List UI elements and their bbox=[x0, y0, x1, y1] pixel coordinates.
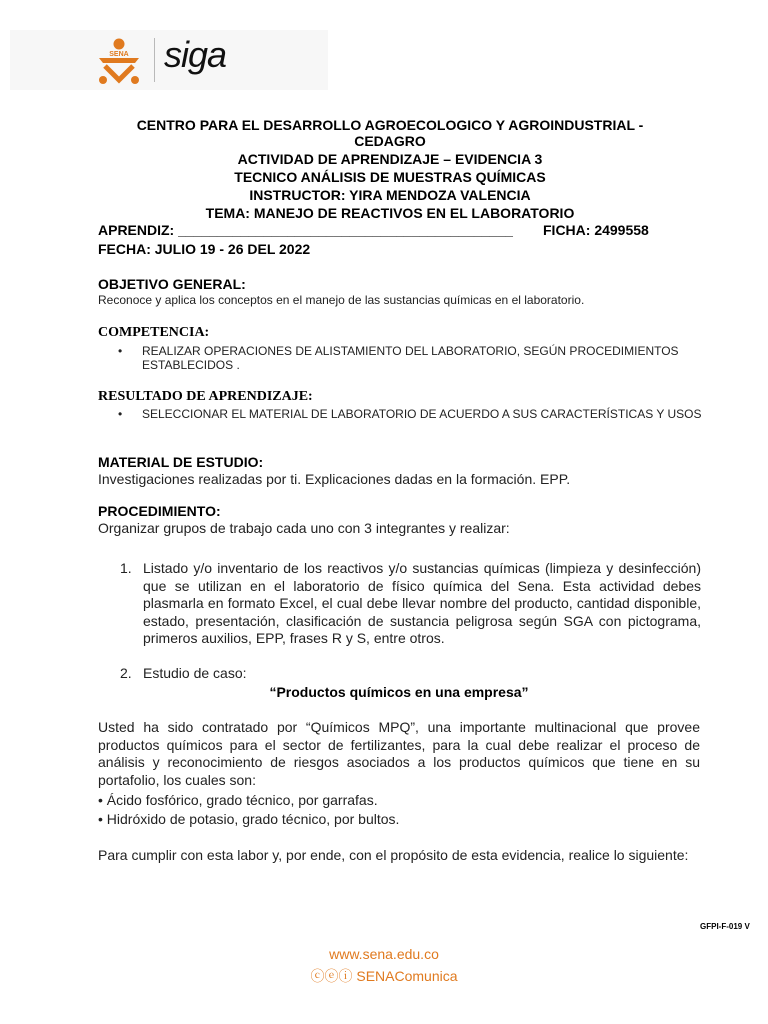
item-text: Estudio de caso: bbox=[143, 665, 247, 681]
item-number: 2. bbox=[120, 665, 132, 681]
competencia-text: REALIZAR OPERACIONES DE ALISTAMIENTO DEL LABORATORIO, SEGÚN PROCEDIMIENTOS ESTABLECIDOS . bbox=[142, 344, 679, 372]
header-line-6: TEMA: MANEJO DE REACTIVOS EN EL LABORATORIO bbox=[205, 205, 575, 221]
resultado-text: SELECCIONAR EL MATERIAL DE LABORATORIO DE ACUERDO A SUS CARACTERÍSTICAS Y USOS bbox=[142, 407, 702, 421]
competencia-title: COMPETENCIA: bbox=[98, 325, 210, 340]
objetivo-text: Reconoce y aplica los conceptos en el manejo de las sustancias químicas en el laboratorio. bbox=[98, 293, 585, 307]
case-bullet-2: • Hidróxido de potasio, grado técnico, por bultos. bbox=[98, 811, 400, 827]
sena-logo-icon bbox=[95, 36, 143, 90]
item-number: 1. bbox=[120, 560, 132, 576]
ficha-label: FICHA: 2499558 bbox=[543, 222, 649, 238]
header-line-1: CENTRO PARA EL DESARROLLO AGROECOLOGICO Y AGROINDUSTRIAL - bbox=[136, 117, 644, 133]
social-handle: SENAComunica bbox=[356, 968, 458, 984]
siga-wordmark: siga bbox=[164, 34, 227, 75]
form-code: GFPI-F-019 V bbox=[700, 922, 750, 931]
header-line-3: ACTIVIDAD DE APRENDIZAJE – EVIDENCIA 3 bbox=[237, 151, 543, 167]
resultado-title: RESULTADO DE APRENDIZAJE: bbox=[98, 389, 313, 404]
case-closing: Para cumplir con esta labor y, por ende, con el propósito de esta evidencia, realice lo siguiente: bbox=[98, 847, 689, 863]
footer-social bbox=[0, 966, 768, 986]
item-text: Listado y/o inventario de los reactivos y/o sustancias químicas (limpieza y desinfección) que se utilizan en el laboratorio de físico química del Sena. Esta actividad debes plasmarla en formato Excel, el cual debe llevar nombre del producto, cantidad disponible, estado, presentación, clasificación de sustancia peligrosa según SGA con pictograma, primeros auxilios, EPP, frases R y S, entre otros. bbox=[143, 560, 701, 646]
material-title: MATERIAL DE ESTUDIO: bbox=[98, 454, 264, 470]
procedimiento-title: PROCEDIMIENTO: bbox=[98, 503, 221, 519]
objetivo-title: OBJETIVO GENERAL: bbox=[98, 276, 246, 292]
footer-url: www.sena.edu.co bbox=[329, 946, 439, 962]
material-text: Investigaciones realizadas por ti. Explicaciones dadas en la formación. EPP. bbox=[98, 471, 571, 487]
bullet-icon: • bbox=[118, 344, 123, 358]
procedimiento-intro: Organizar grupos de trabajo cada uno con 3 integrantes y realizar: bbox=[98, 520, 510, 536]
header-line-5: INSTRUCTOR: YIRA MENDOZA VALENCIA bbox=[249, 187, 531, 203]
case-bullet-1: • Ácido fosfórico, grado técnico, por garrafas. bbox=[98, 792, 378, 808]
case-title: “Productos químicos en una empresa” bbox=[269, 684, 529, 700]
fecha-line: FECHA: JULIO 19 - 26 DEL 2022 bbox=[98, 241, 311, 257]
social-icons: ⓒⓔⓘ bbox=[310, 968, 353, 984]
sena-wordmark: SENA bbox=[109, 51, 129, 58]
case-paragraph: Usted ha sido contratado por “Químicos MPQ”, una importante multinacional que provee productos químicos para el sector de fertilizantes, para la cual debe realizar el proceso de análisis y reconocimiento de riesgos asociados a los productos químicos que tiene en su portafolio, los cuales son: bbox=[98, 719, 700, 788]
header-line-4: TECNICO ANÁLISIS DE MUESTRAS QUÍMICAS bbox=[234, 169, 546, 185]
header-line-2: CEDAGRO bbox=[354, 133, 426, 149]
logo-divider bbox=[154, 38, 155, 82]
bullet-icon: • bbox=[118, 407, 123, 421]
aprendiz-line: APRENDIZ: ___________________________________________ bbox=[98, 222, 513, 238]
